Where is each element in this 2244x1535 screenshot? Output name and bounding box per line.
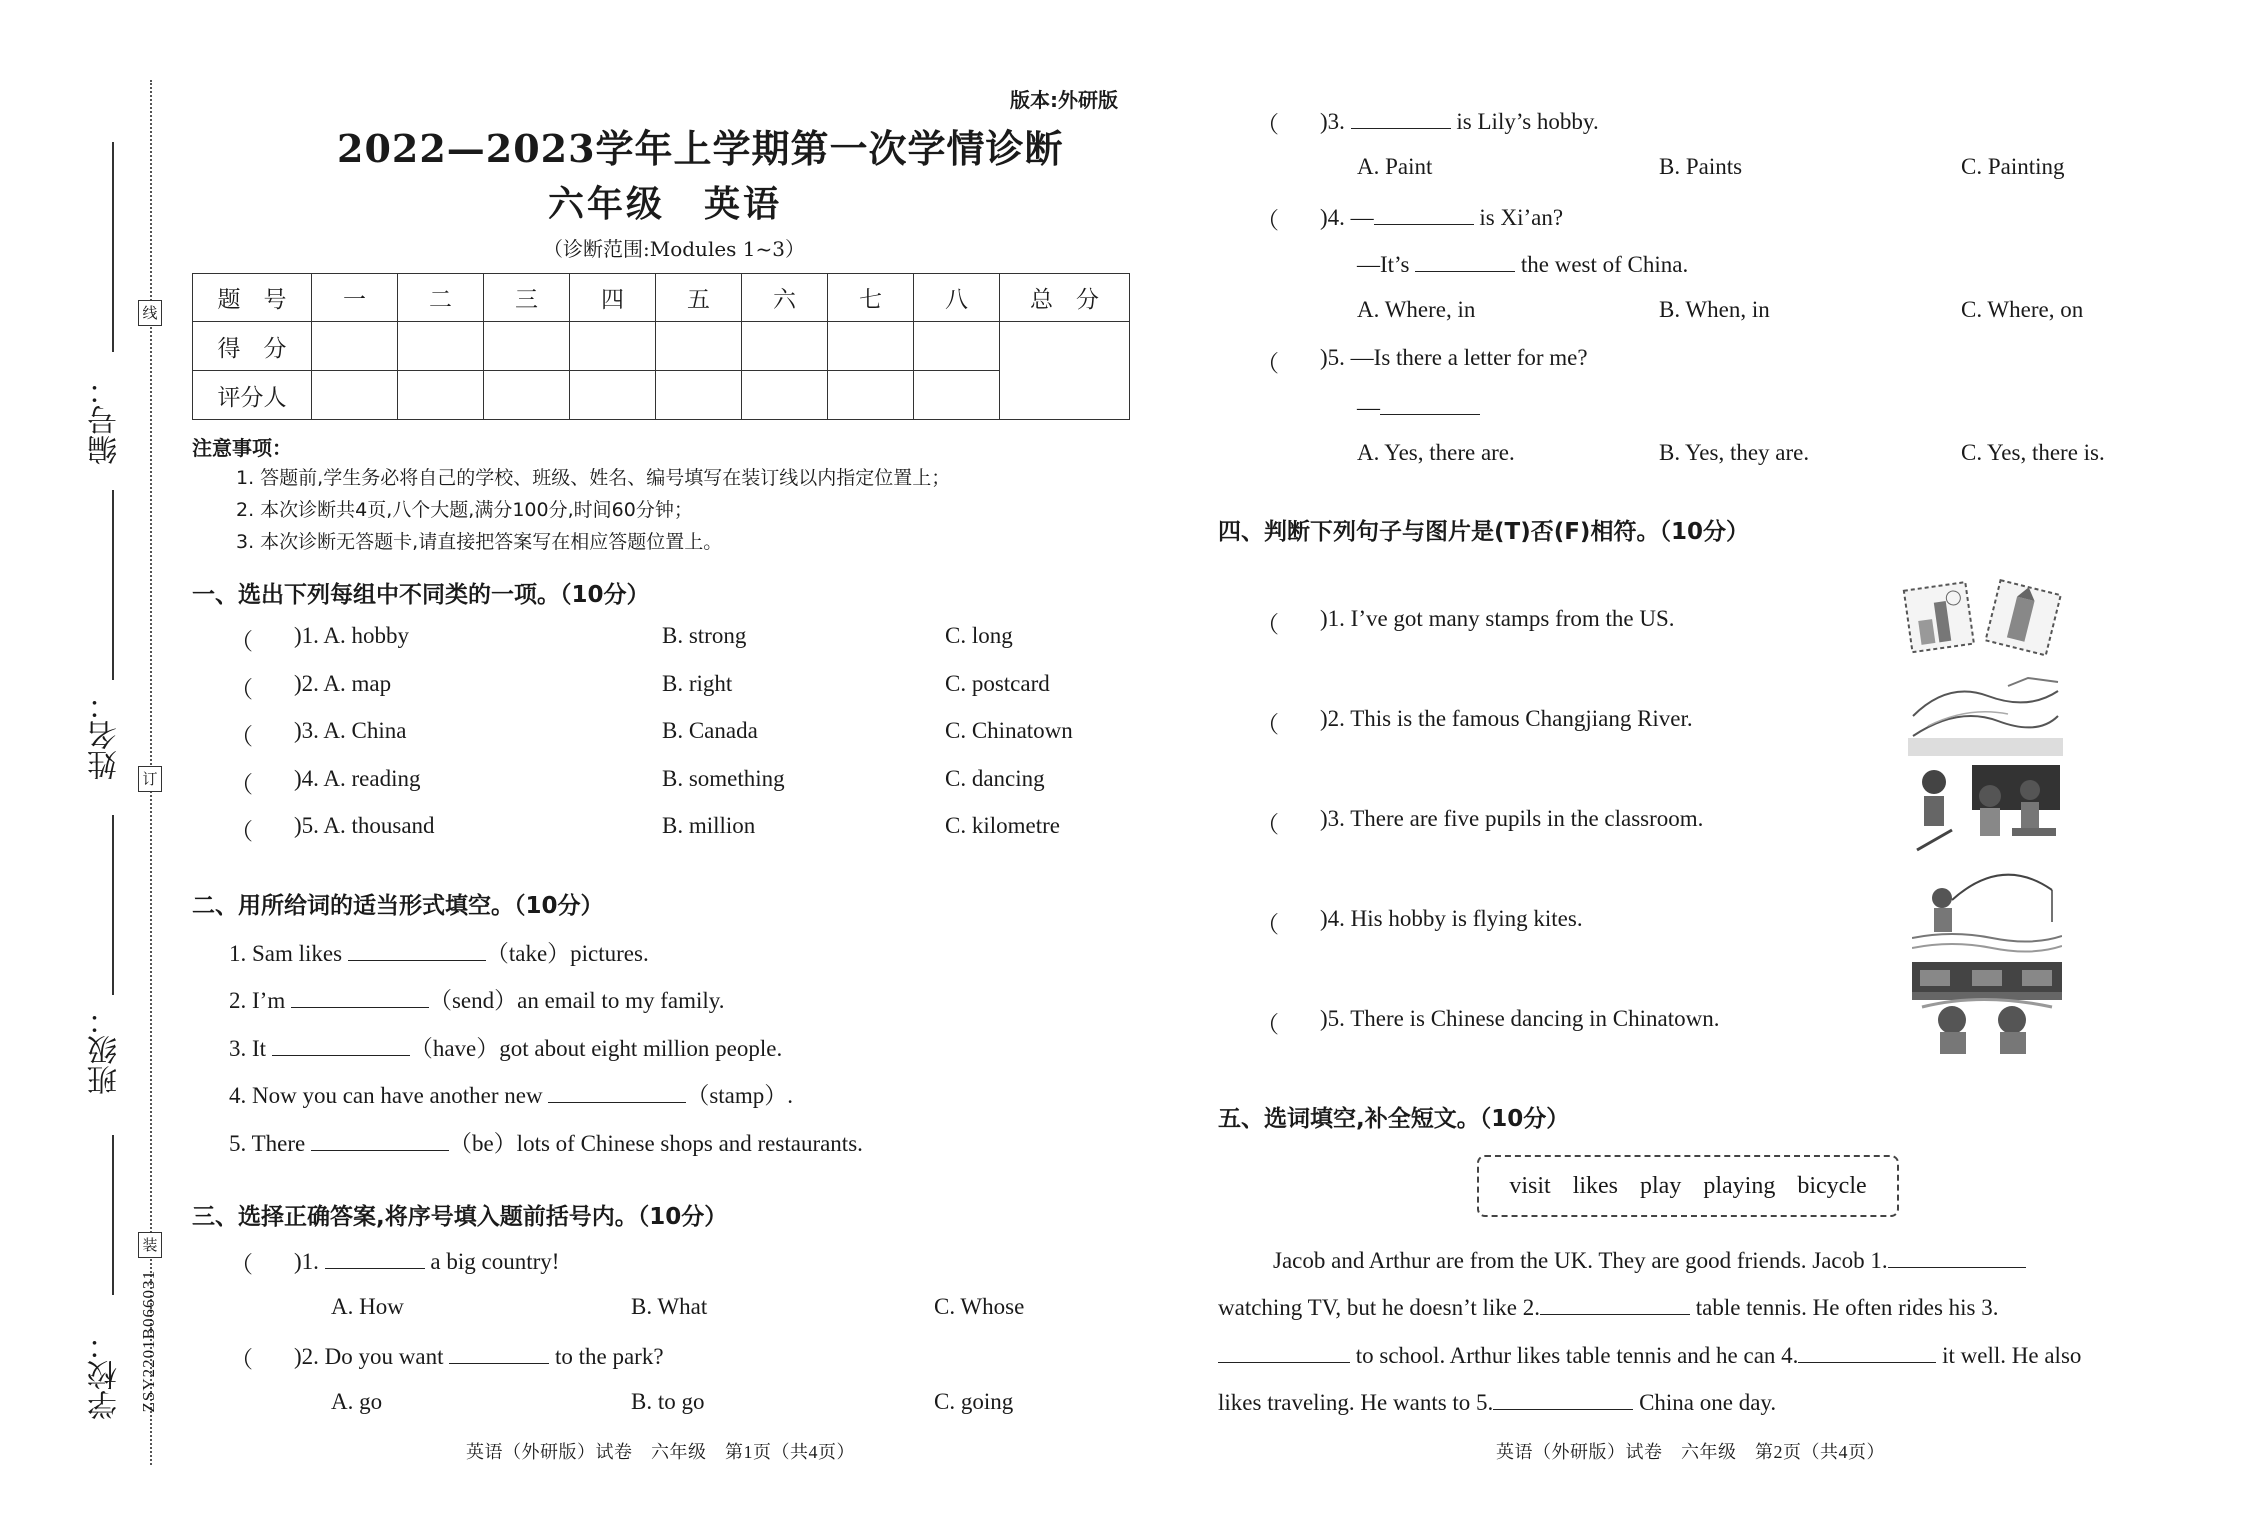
score-cell[interactable] xyxy=(828,322,914,371)
section3-heading: 三、选择正确答案,将序号填入题前括号内。（10分） xyxy=(192,1204,728,1230)
s3-q3-option-b: B. Paints xyxy=(1659,154,1743,179)
score-cell[interactable] xyxy=(398,322,484,371)
grader-cell[interactable] xyxy=(312,371,398,420)
s3-q5-line2 xyxy=(1357,392,1480,421)
s2-item-2-pre: 2. I’m xyxy=(229,988,291,1013)
s1-q4-option-b: B. something xyxy=(662,766,785,791)
s2-item-4-pre: 4. Now you can have another new xyxy=(229,1083,549,1108)
notes-heading: 注意事项： xyxy=(192,436,292,460)
passage-text: table tennis. He often rides his 3. xyxy=(1689,1295,1999,1320)
s2-item-2-blank[interactable] xyxy=(291,985,429,1008)
s4-item-1: )1. I’ve got many stamps from the US. xyxy=(1320,606,1675,631)
s3-paren: （ xyxy=(1256,112,1279,137)
passage-blank-4[interactable] xyxy=(1798,1340,1936,1363)
chinatown-picture xyxy=(1912,962,2062,1057)
s2-item-1-blank[interactable] xyxy=(348,938,486,961)
s2-item-1 xyxy=(229,935,649,968)
s4-paren: （ xyxy=(1256,712,1279,737)
s3-q4-blank-2[interactable] xyxy=(1415,249,1515,272)
s3-q4-line2-pre: —It’s xyxy=(1357,252,1416,277)
score-header-cell: 总 分 xyxy=(1000,274,1130,322)
s3-q4 xyxy=(1320,202,1563,231)
grader-cell[interactable] xyxy=(914,371,1000,420)
s2-item-1-post: （take）pictures. xyxy=(485,941,649,966)
s3-q1-blank[interactable] xyxy=(325,1246,425,1269)
passage-line-4 xyxy=(1218,1387,1776,1416)
stamps-picture xyxy=(1900,578,2070,656)
s1-q2-option-a: )2. A. map xyxy=(294,671,392,696)
grader-cell[interactable] xyxy=(484,371,570,420)
score-header-cell: 一 xyxy=(312,274,398,322)
s2-item-3 xyxy=(229,1030,782,1063)
s1-q2-option-c: C. postcard xyxy=(945,671,1050,696)
s2-item-5-pre: 5. There xyxy=(229,1131,311,1156)
word-bank-item: bicycle xyxy=(1797,1172,1867,1199)
s1-q1-option-c: C. long xyxy=(945,623,1013,648)
s3-q1-option-c: C. Whose xyxy=(934,1294,1025,1319)
s3-q2-option-a: A. go xyxy=(331,1389,383,1414)
s1-paren: （ xyxy=(230,629,253,654)
grader-row-label: 评分人 xyxy=(193,371,312,420)
s2-item-4 xyxy=(229,1077,793,1110)
score-header-cell: 四 xyxy=(570,274,656,322)
s3-paren: （ xyxy=(230,1252,253,1277)
total-score-cell[interactable] xyxy=(1000,322,1130,420)
s3-q3-option-c: C. Painting xyxy=(1961,154,2065,179)
note-item: 1. 答题前,学生务必将自己的学校、班级、姓名、编号填写在装订线以内指定位置上； xyxy=(236,467,951,489)
score-cell[interactable] xyxy=(570,322,656,371)
score-cell[interactable] xyxy=(742,322,828,371)
passage-line-2 xyxy=(1218,1292,1998,1321)
score-header-cell: 七 xyxy=(828,274,914,322)
s2-item-5-post: （be）lots of Chinese shops and restaurants. xyxy=(448,1131,863,1156)
exam-subtitle: 六年级 英语 xyxy=(548,183,783,225)
number-label: 编号： xyxy=(88,375,123,465)
s3-q5-line2-pre: — xyxy=(1357,395,1380,420)
s3-q5-option-a: A. Yes, there are. xyxy=(1357,440,1515,465)
section2-heading: 二、用所给词的适当形式填空。（10分） xyxy=(192,893,604,919)
name-label: 姓名： xyxy=(88,690,123,780)
note-item: 3. 本次诊断无答题卡,请直接把答案写在相应答题位置上。 xyxy=(236,531,723,553)
passage-text: it well. He also xyxy=(1936,1343,2082,1368)
s1-paren: （ xyxy=(230,724,253,749)
passage-blank-1[interactable] xyxy=(1888,1245,2026,1268)
s2-item-2-post: （send）an email to my family. xyxy=(428,988,725,1013)
binding-mark-staple: 订 xyxy=(138,766,162,792)
score-header-cell: 题 号 xyxy=(193,274,312,322)
s1-q3-option-b: B. Canada xyxy=(662,718,758,743)
s3-q4-line2-post: the west of China. xyxy=(1515,252,1689,277)
s3-q4-option-b: B. When, in xyxy=(1659,297,1770,322)
passage-line-3 xyxy=(1218,1340,2081,1369)
s3-q3-option-a: A. Paint xyxy=(1357,154,1433,179)
s3-q2-blank[interactable] xyxy=(449,1341,549,1364)
s2-item-4-post: （stamp）. xyxy=(686,1083,794,1108)
s2-item-5-blank[interactable] xyxy=(311,1128,449,1151)
s3-paren: （ xyxy=(230,1347,253,1372)
score-header-cell: 六 xyxy=(742,274,828,322)
s1-q1-option-b: B. strong xyxy=(662,623,747,648)
s2-item-4-blank[interactable] xyxy=(548,1080,686,1103)
s3-q1-option-b: B. What xyxy=(631,1294,708,1319)
passage-line-1 xyxy=(1273,1245,2026,1274)
fishing-picture xyxy=(1912,860,2062,955)
passage-text: China one day. xyxy=(1633,1390,1777,1415)
s1-paren: （ xyxy=(230,772,253,797)
score-cell[interactable] xyxy=(914,322,1000,371)
grader-cell[interactable] xyxy=(742,371,828,420)
s3-q4-option-a: A. Where, in xyxy=(1357,297,1476,322)
s1-q5-option-b: B. million xyxy=(662,813,756,838)
s3-q3-post: is Lily’s hobby. xyxy=(1450,109,1599,134)
s1-paren: （ xyxy=(230,677,253,702)
grader-cell[interactable] xyxy=(570,371,656,420)
binding-mark-line: 线 xyxy=(138,300,162,326)
s2-item-3-post: （have）got about eight million people. xyxy=(409,1036,783,1061)
score-cell[interactable] xyxy=(312,322,398,371)
s4-paren: （ xyxy=(1256,1012,1279,1037)
s3-q4-post: is Xi’an? xyxy=(1473,205,1564,230)
binding-mark-bind: 装 xyxy=(138,1232,162,1258)
s1-q3-option-a: )3. A. China xyxy=(294,718,407,743)
note-item: 2. 本次诊断共4页,八个大题,满分100分,时间60分钟； xyxy=(236,499,693,521)
s1-q3-option-c: C. Chinatown xyxy=(945,718,1073,743)
s1-paren: （ xyxy=(230,819,253,844)
school-write-line[interactable] xyxy=(112,1135,114,1295)
s2-item-3-blank[interactable] xyxy=(272,1033,410,1056)
name-write-line[interactable] xyxy=(112,490,114,680)
s3-q1-option-a: A. How xyxy=(331,1294,404,1319)
classroom-picture xyxy=(1912,760,2062,855)
word-bank-item: play xyxy=(1640,1172,1682,1199)
s3-q1-post: a big country! xyxy=(424,1249,560,1274)
word-bank xyxy=(1477,1155,1899,1217)
score-cell[interactable] xyxy=(484,322,570,371)
page2-footer: 英语（外研版）试卷 六年级 第2页（共4页） xyxy=(1496,1442,1885,1462)
s4-paren: （ xyxy=(1256,912,1279,937)
s1-q1-option-a: )1. A. hobby xyxy=(294,623,409,648)
class-write-line[interactable] xyxy=(112,815,114,995)
s3-q2-option-c: C. going xyxy=(934,1389,1014,1414)
s3-q3-blank[interactable] xyxy=(1351,106,1451,129)
s1-q4-option-a: )4. A. reading xyxy=(294,766,421,791)
s4-paren: （ xyxy=(1256,812,1279,837)
s3-q5: )5. —Is there a letter for me? xyxy=(1320,345,1588,370)
passage-blank-5[interactable] xyxy=(1493,1387,1633,1410)
passage-blank-2[interactable] xyxy=(1540,1292,1690,1315)
s3-q4-blank-1[interactable] xyxy=(1374,202,1474,225)
exam-title: 2022—2023学年上学期第一次学情诊断 xyxy=(337,126,1064,171)
score-header-cell: 三 xyxy=(484,274,570,322)
s3-q1 xyxy=(294,1246,559,1275)
score-header-cell: 八 xyxy=(914,274,1000,322)
s3-q2-option-b: B. to go xyxy=(631,1389,705,1414)
s3-q4-option-c: C. Where, on xyxy=(1961,297,2084,322)
s1-q5-option-c: C. kilometre xyxy=(945,813,1060,838)
class-label: 班级： xyxy=(88,1005,123,1095)
s4-item-5: )5. There is Chinese dancing in Chinatown. xyxy=(1320,1006,1720,1031)
section4-heading: 四、判断下列句子与图片是(T)否(F)相符。（10分） xyxy=(1218,519,1749,545)
serial-number: ZSY2201B066031 xyxy=(139,1270,158,1413)
s3-q3-pre: )3. xyxy=(1320,109,1351,134)
s1-q5-option-a: )5. A. thousand xyxy=(294,813,435,838)
grader-cell[interactable] xyxy=(656,371,742,420)
s4-item-3: )3. There are five pupils in the classroom. xyxy=(1320,806,1704,831)
s4-paren: （ xyxy=(1256,612,1279,637)
s3-q4-pre: )4. — xyxy=(1320,205,1374,230)
s2-item-3-pre: 3. It xyxy=(229,1036,272,1061)
s3-q1-pre: )1. xyxy=(294,1249,325,1274)
score-cell[interactable] xyxy=(656,322,742,371)
s3-q4-line2 xyxy=(1357,249,1688,278)
s4-item-4: )4. His hobby is flying kites. xyxy=(1320,906,1583,931)
edition-label: 版本:外研版 xyxy=(1010,88,1118,112)
passage-text: to school. Arthur likes table tennis and he can 4. xyxy=(1350,1343,1799,1368)
s2-item-1-pre: 1. Sam likes xyxy=(229,941,348,966)
section1-heading: 一、选出下列每组中不同类的一项。（10分） xyxy=(192,582,650,608)
passage-text: Jacob and Arthur are from the UK. They are good friends. Jacob 1. xyxy=(1273,1248,1888,1273)
section5-heading: 五、选词填空,补全短文。（10分） xyxy=(1218,1106,1570,1132)
word-bank-item: likes xyxy=(1572,1172,1619,1199)
s4-item-2: )2. This is the famous Changjiang River. xyxy=(1320,706,1693,731)
word-bank-item: visit xyxy=(1509,1172,1551,1199)
s3-q3 xyxy=(1320,106,1599,135)
s1-q2-option-b: B. right xyxy=(662,671,733,696)
passage-text: likes traveling. He wants to 5. xyxy=(1218,1390,1494,1415)
s3-q5-blank[interactable] xyxy=(1380,392,1480,415)
score-row-label: 得 分 xyxy=(193,322,312,371)
passage-text: watching TV, but he doesn’t like 2. xyxy=(1218,1295,1540,1320)
exam-scope: （诊断范围:Modules 1~3） xyxy=(543,237,806,261)
s2-item-5 xyxy=(229,1125,863,1158)
s3-q2-post: to the park? xyxy=(549,1344,664,1369)
score-header-cell: 二 xyxy=(398,274,484,322)
passage-blank-3[interactable] xyxy=(1218,1340,1350,1363)
s2-item-2 xyxy=(229,982,725,1015)
s3-q2-pre: )2. Do you want xyxy=(294,1344,450,1369)
number-write-line[interactable] xyxy=(112,142,114,352)
s1-q4-option-c: C. dancing xyxy=(945,766,1045,791)
word-bank-item: playing xyxy=(1703,1172,1776,1199)
school-label: 学校： xyxy=(88,1330,123,1420)
s3-paren: （ xyxy=(1256,351,1279,376)
s3-q2 xyxy=(294,1341,664,1370)
score-table xyxy=(192,273,1130,420)
grader-cell[interactable] xyxy=(828,371,914,420)
river-picture xyxy=(1908,676,2063,756)
page1-footer: 英语（外研版）试卷 六年级 第1页（共4页） xyxy=(466,1442,855,1462)
score-header-cell: 五 xyxy=(656,274,742,322)
s3-q5-option-c: C. Yes, there is. xyxy=(1961,440,2105,465)
s3-paren: （ xyxy=(1256,208,1279,233)
grader-cell[interactable] xyxy=(398,371,484,420)
s3-q5-option-b: B. Yes, they are. xyxy=(1659,440,1810,465)
